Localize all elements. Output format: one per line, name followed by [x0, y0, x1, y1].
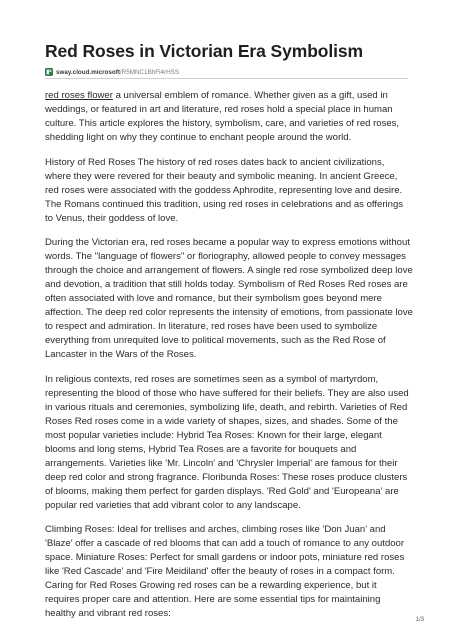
source-domain[interactable]: sway.cloud.microsoft: [56, 68, 120, 76]
paragraph-intro-text: a universal emblem of romance. Whether given as a gift, used in weddings, or featured in art and literature, red roses hold a special place in human culture. This article explores the history, symbolism, care, and varieties of red roses, shedding light on why they continue to enchant people around the world.: [45, 90, 400, 143]
red-roses-flower-link[interactable]: red roses flower: [45, 90, 113, 101]
paragraph-religious: In religious contexts, red roses are sometimes seen as a symbol of martyrdom, representing the blood of those who have suffered for their beliefs. They are also used in various rituals and ceremonies, symbolizing life, death, and rebirth. Varieties of Red Roses Red roses come in a wide variety of shapes, sizes, and shades. Some of the most popular varieties include: Hybrid Tea Roses: Known for their large, elegant blooms and long stems, Hybrid Tea Roses are a favorite for bouquets and arrangements. Varieties like 'Mr. Lincoln' and 'Chrysler Imperial' are famous for their deep red color and strong fragrance. Floribunda Roses: These roses produce clusters of blooms, making them perfect for garden displays. 'Red Gold' and 'Europeana' are popular red varieties that add vibrant color to any landscape.: [45, 373, 409, 511]
paragraph-victorian: During the Victorian era, red roses became a popular way to express emotions without words. The "language of flowers" or floriography, allowed people to convey messages through the choice and arrangement of flowers. A single red rose symbolized deep love and devotion, a tradition that still holds today. Symbolism of Red Roses Red roses are often associated with love and romance, but their symbolism goes beyond mere affection. The deep red color represents the intensity of emotions, from passionate love to respect and admiration. In literature, red roses have been used to symbolize everything from unrequited love to political movements, such as the Red Rose of Lancaster in the Wars of the Roses.: [45, 237, 413, 360]
paragraph-intro: [45, 89, 413, 145]
title-divider: [45, 78, 408, 79]
article-body: [45, 89, 413, 632]
paragraph-climbing: Climbing Roses: Ideal for trellises and arches, climbing roses like 'Don Juan' and 'Blaze' offer a cascade of red blooms that can add a touch of romance to any outdoor space. Miniature Roses: Perfect for small gardens or indoor pots, miniature red roses like 'Red Cascade' and 'Fire Meidiland' offer the beauty of roses in a compact form. Caring for Red Roses Growing red roses can be a rewarding experience, but it requires proper care and attention. Here are some essential tips for maintaining healthy and vibrant red roses:: [45, 524, 405, 619]
source-line[interactable]: [45, 67, 179, 77]
page-indicator: 1/3: [415, 617, 424, 623]
source-path[interactable]: /R5MNC1BhFl4rHSS: [119, 68, 180, 76]
paragraph-history: History of Red Roses The history of red roses dates back to ancient civilizations, where they were revered for their beauty and symbolic meaning. In ancient Greece, red roses were associated with the goddess Aphrodite, representing love and desire. The Romans continued this tradition, using red roses in celebrations and as offerings to Venus, their goddess of love.: [45, 156, 404, 224]
page-title: Red Roses in Victorian Era Symbolism: [45, 41, 363, 61]
sway-logo-icon: [45, 68, 53, 76]
